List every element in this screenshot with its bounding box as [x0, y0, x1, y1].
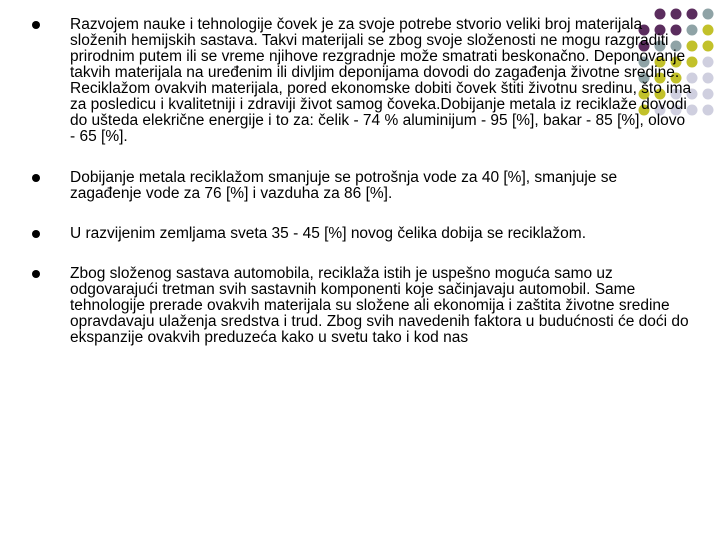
bullet-text: Razvojem nauke i tehnologije čovek je za svoje potrebe stvorio veliki broj materijala složenih hemijskih sastava. Takvi materijali se zbog svoje složenosti ne mogu razgraditi prirodnim putem ili se vreme njihove rezgradnje može smatrati beskonačno. Deponovanje takvih materijala na uređenim ili divljim deponijama dovodi do zagađenja životne sredine. Reciklažom ovakvih materijala, pored ekonomske dobiti čovek štiti životnu sredinu, što ima za posledicu i kvalitetniji i zdraviji život samog čoveka.Dobijanje metala iz reciklaže dovodi do ušteda elekrične energije i to za: čelik - 74 % aluminijum - 95 [%], bakar - 85 [%], olovo - 65 [%].: [70, 16, 692, 145]
decorative-dot: [703, 89, 714, 100]
bullet-point-icon: [32, 21, 40, 29]
slide-body: [32, 17, 692, 346]
bullet-item-4: [32, 266, 692, 346]
bullet-point-icon: [32, 174, 40, 182]
bullet-text: Dobijanje metala reciklažom smanjuje se potrošnja vode za 40 [%], smanjuje se zagađenje vode za 76 [%] i vazduha za 86 [%].: [70, 169, 618, 202]
bullet-item-1: [32, 17, 692, 145]
bullet-text: U razvijenim zemljama sveta 35 - 45 [%] novog čelika dobija se reciklažom.: [70, 225, 587, 242]
decorative-dot: [703, 9, 714, 20]
decorative-dot: [703, 41, 714, 52]
bullet-text: Zbog složenog sastava automobila, reciklaža istih je uspešno moguća samo uz odgovarajući tretman svih sastavnih komponenti koje sačinjavaju automobil. Same tehnologije prerade ovakvih materijala su složene ali ekonomija i zaštita životne sredine opravdavaju ulaženja sredstva i trud. Zbog svih navedenih faktora u budućnosti će doći do ekspanzije ovakvih preduzeća kako u svetu tako i kod nas: [70, 265, 689, 346]
decorative-dot: [703, 25, 714, 36]
decorative-dot: [703, 105, 714, 116]
bullet-item-3: [32, 226, 692, 242]
bullet-item-2: [32, 170, 692, 202]
bullet-point-icon: [32, 270, 40, 278]
decorative-dot: [703, 73, 714, 84]
decorative-dot: [703, 57, 714, 68]
bullet-point-icon: [32, 230, 40, 238]
